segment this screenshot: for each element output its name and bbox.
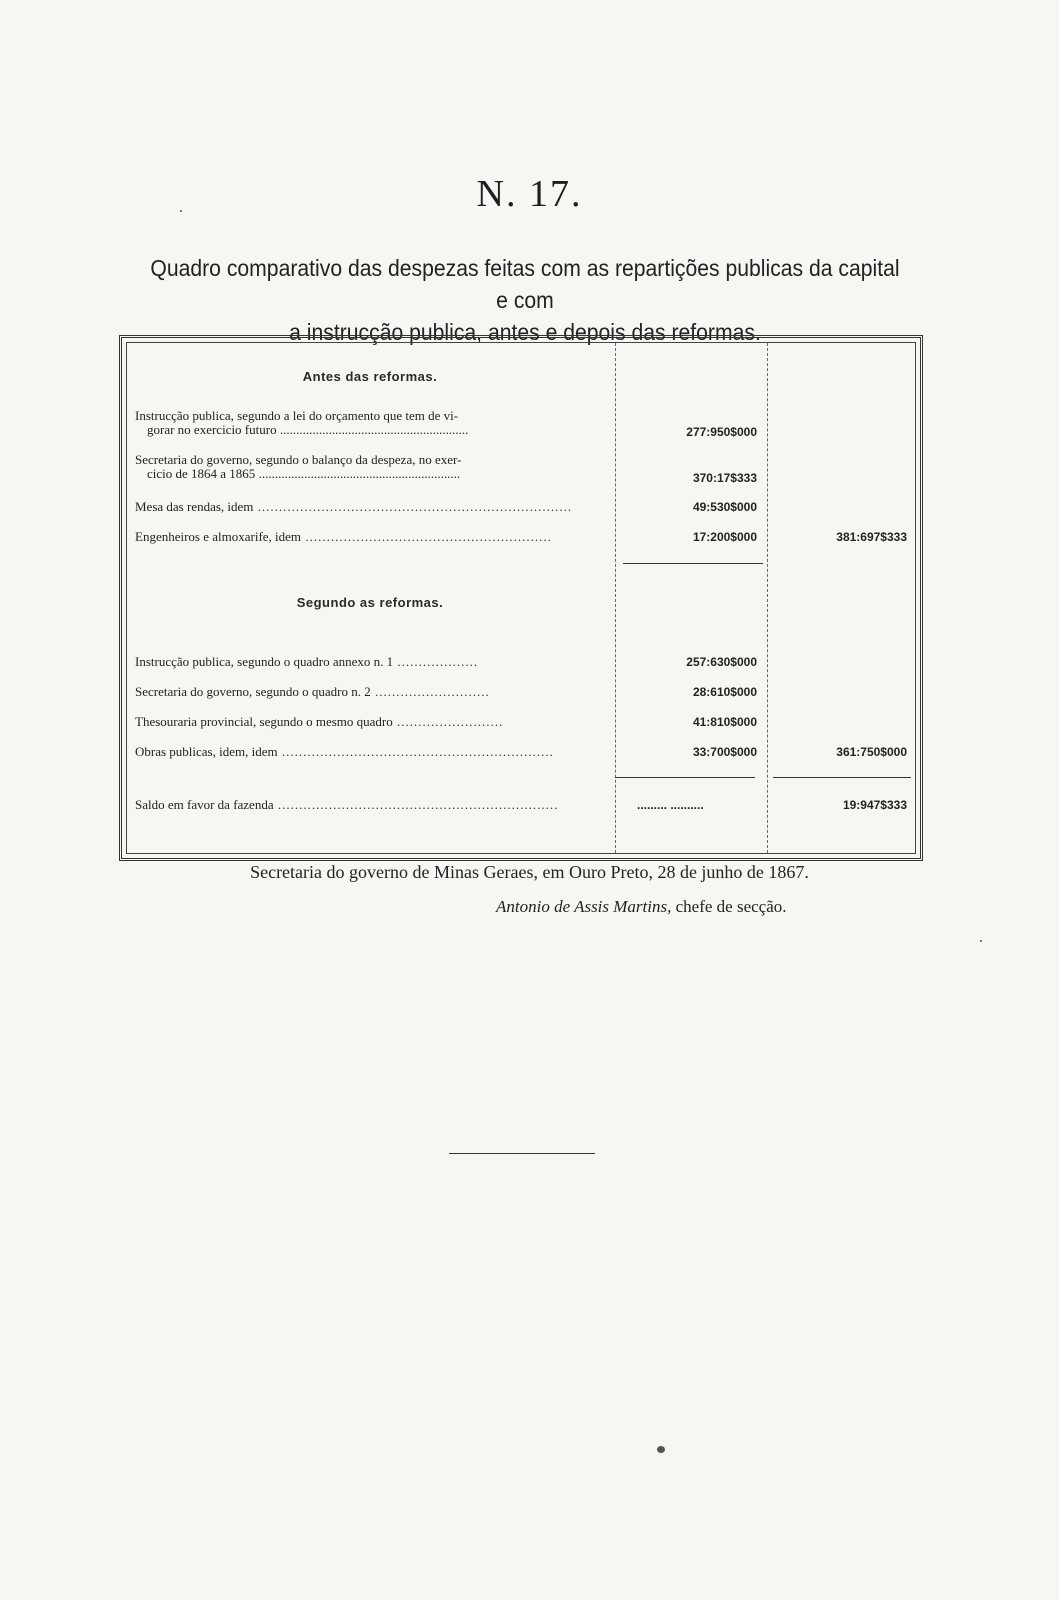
- table-row: [135, 745, 919, 761]
- row-description-line-1: Secretaria do governo, segundo o balanço da despeza, no exer-: [135, 452, 462, 467]
- document-number: N. 17.: [476, 173, 583, 215]
- row-description: Instrucção publica, segundo o quadro annexo n. 1 ...................: [135, 655, 479, 669]
- balance-row: [135, 798, 919, 814]
- balance-value: 19:947$333: [842, 798, 907, 812]
- section-heading-after: Segundo as reformas.: [296, 595, 444, 610]
- ink-speck: [657, 1446, 665, 1453]
- table-row: [135, 530, 919, 546]
- row-description-line-2: gorar no exercicio futuro ..........................................................: [147, 422, 469, 437]
- row-description: [135, 453, 605, 481]
- row-description: Secretaria do governo, segundo o quadro n. 2 ...........................: [135, 685, 490, 699]
- title-line-1: Quadro comparativo das despezas feitas com as repartições publicas da capital e com: [150, 255, 900, 313]
- ink-speck: [980, 940, 982, 942]
- row-description: Thesouraria provincial, segundo o mesmo quadro .........................: [135, 715, 504, 729]
- row-value: 41:810$000: [692, 715, 757, 729]
- row-description-line-2: cicio de 1864 a 1865 ..............................................................: [147, 466, 461, 481]
- table-row: [135, 685, 919, 701]
- balance-leader: ......... ..........: [637, 798, 704, 812]
- section-heading-before: Antes das reformas.: [302, 369, 438, 384]
- row-value: 28:610$000: [692, 685, 757, 699]
- row-description: Engenheiros e almoxarife, idem ..........................................................: [135, 530, 552, 544]
- row-total: 361:750$000: [836, 745, 907, 759]
- ink-speck: [180, 210, 182, 212]
- row-value: 370:17$333: [692, 471, 757, 485]
- row-description: Mesa das rendas, idem ..........................................................................: [135, 500, 573, 514]
- row-description: Obras publicas, idem, idem ................................................................: [135, 745, 554, 759]
- balance-label: Saldo em favor da fazenda ..................................................................: [135, 798, 559, 812]
- table-row: [135, 409, 919, 439]
- signature-line: [496, 897, 787, 917]
- row-value: 49:530$000: [692, 500, 757, 514]
- place-date-line: Secretaria do governo de Minas Geraes, em Ouro Preto, 28 de junho de 1867.: [250, 862, 809, 882]
- subtotal-rule: [623, 563, 763, 564]
- table-row: [135, 453, 919, 483]
- signatory-name: Antonio de Assis Martins,: [496, 897, 672, 916]
- table-inner-border: [126, 342, 916, 854]
- row-description: [135, 409, 605, 437]
- closing-rule: [449, 1153, 595, 1154]
- table-row: [135, 655, 919, 671]
- row-value: 277:950$000: [686, 425, 757, 439]
- expense-table: [119, 335, 923, 861]
- subtotal-rule: [615, 777, 755, 778]
- row-value: 33:700$000: [692, 745, 757, 759]
- row-value: 257:630$000: [686, 655, 757, 669]
- row-total: 381:697$333: [836, 530, 907, 544]
- total-rule: [773, 777, 911, 778]
- row-description-line-1: Instrucção publica, segundo a lei do orçamento que tem de vi-: [135, 408, 459, 423]
- row-value: 17:200$000: [692, 530, 757, 544]
- signatory-role: chefe de secção.: [675, 897, 787, 916]
- title-line-2: a instrucção publica, antes e depois das reformas.: [289, 319, 761, 345]
- table-row: [135, 715, 919, 731]
- document-title: [148, 252, 902, 348]
- table-row: [135, 500, 919, 516]
